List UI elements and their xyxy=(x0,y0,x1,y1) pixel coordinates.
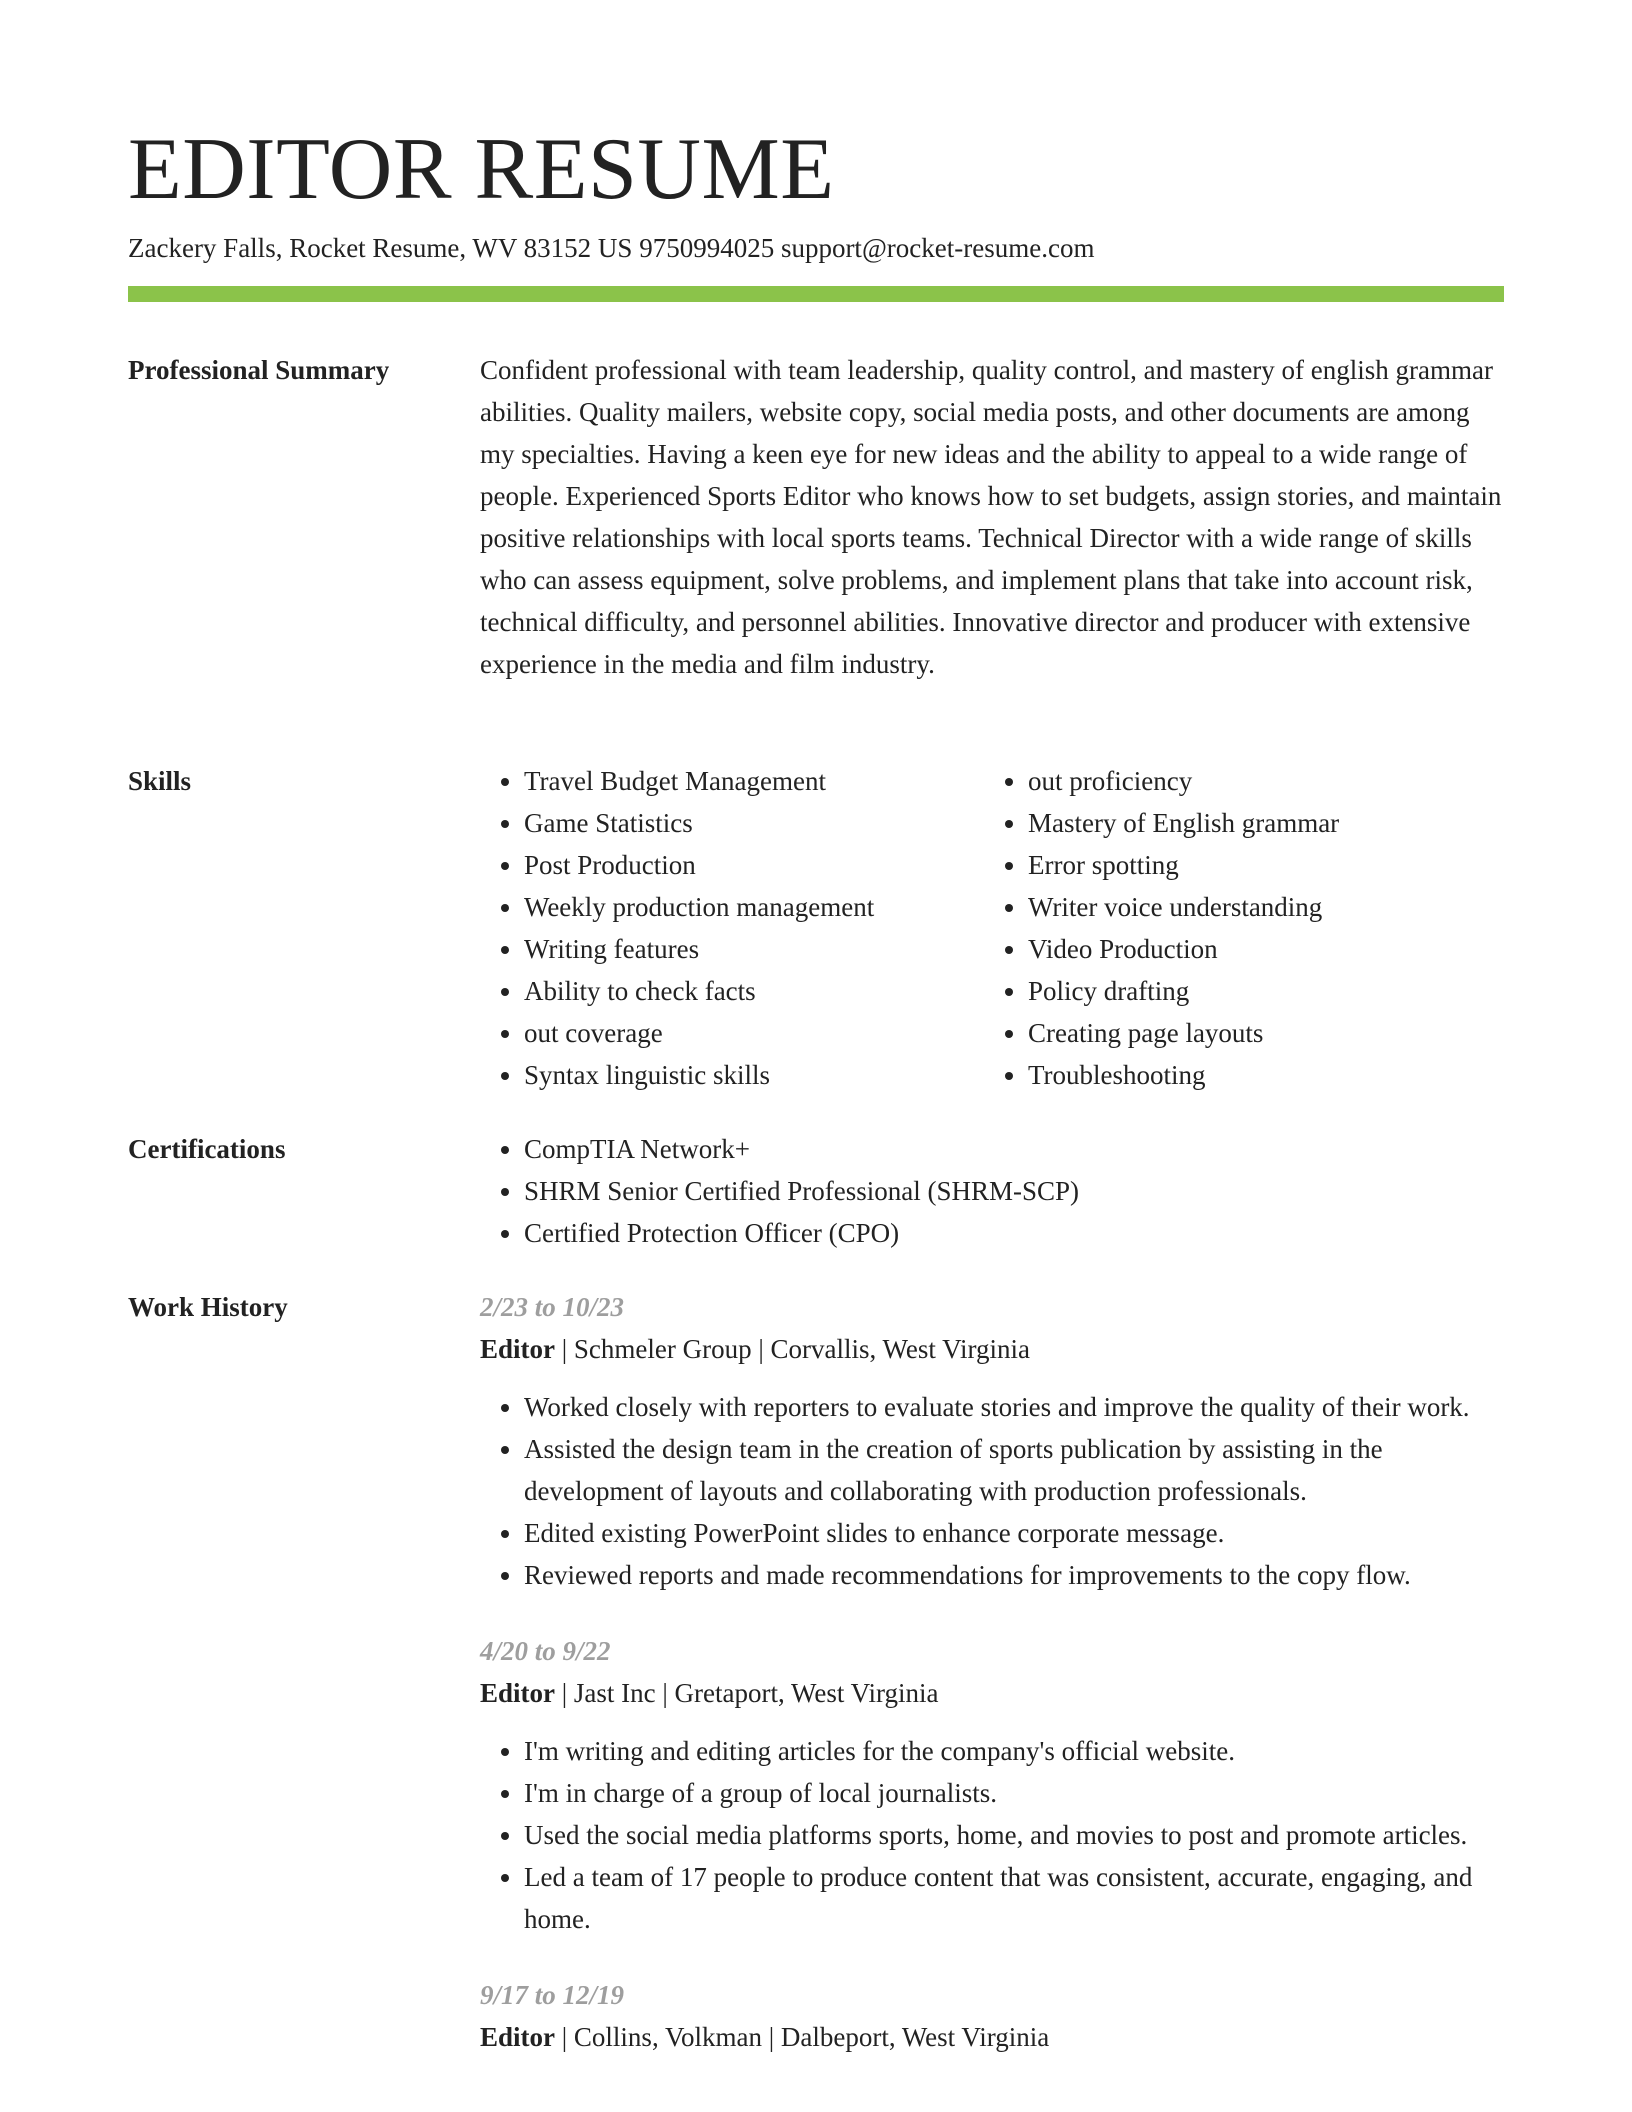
job-bullet: • Reviewed reports and made recommendations for improvements to the copy flow. xyxy=(524,1554,1504,1596)
skill-item: • Travel Budget Management xyxy=(524,760,984,802)
job-title: Editor xyxy=(480,1334,556,1364)
contact-email: support@rocket-resume.com xyxy=(780,233,1095,263)
summary-label: Professional Summary xyxy=(128,355,390,385)
skill-item: • Game Statistics xyxy=(524,802,984,844)
skill-item: • Mastery of English grammar xyxy=(1028,802,1488,844)
summary-text: Confident professional with team leadership, quality control, and mastery of english grammar abilities. Quality mailers, website copy, social media posts, and other documents are among my specialties. Having a keen eye for new ideas and the ability to appeal to a wide range of people. Experienced Sports Editor who knows how to set budgets, assign stories, and maintain positive relationships with local sports teams. Technical Director with a wide range of skills who can assess equipment, solve problems, and implement plans that take into account risk, technical difficulty, and personnel abilities. Innovative director and producer with extensive experience in the media and film industry. xyxy=(480,355,1502,679)
header-accent-bar xyxy=(128,286,1504,302)
job-heading xyxy=(480,1328,1504,1370)
skill-item: • Syntax linguistic skills xyxy=(524,1054,984,1096)
job-entry xyxy=(480,1286,1504,1596)
certification-item: • SHRM Senior Certified Professional (SHRM-SCP) xyxy=(524,1170,1504,1212)
skills-list-1 xyxy=(480,760,984,1096)
resume-title: EDITOR RESUME xyxy=(128,121,835,218)
contact-address: Zackery Falls, Rocket Resume, WV 83152 US xyxy=(128,233,633,263)
skill-item: • Ability to check facts xyxy=(524,970,984,1012)
skill-item: • Troubleshooting xyxy=(1028,1054,1488,1096)
skill-item: • Writing features xyxy=(524,928,984,970)
skills-column-2 xyxy=(984,760,1488,1096)
job-entry xyxy=(480,1974,1504,2058)
certifications-label: Certifications xyxy=(128,1134,286,1164)
certifications-section xyxy=(480,1128,1504,1254)
job-bullet: • Used the social media platforms sports, home, and movies to post and promote articles. xyxy=(524,1814,1504,1856)
skill-item: • Writer voice understanding xyxy=(1028,886,1488,928)
skill-item: • out proficiency xyxy=(1028,760,1488,802)
job-title: Editor xyxy=(480,2022,556,2052)
skills-section xyxy=(480,760,1504,1096)
job-details: | Jast Inc | Gretaport, West Virginia xyxy=(555,1678,939,1708)
job-entry xyxy=(480,1630,1504,1940)
contact-phone: 9750994025 xyxy=(639,233,775,263)
job-dates: 2/23 to 10/23 xyxy=(480,1292,625,1322)
skill-item: • Error spotting xyxy=(1028,844,1488,886)
job-bullets xyxy=(480,1386,1504,1596)
job-heading xyxy=(480,2016,1504,2058)
work-history-section xyxy=(480,1286,1504,2092)
skills-column-1 xyxy=(480,760,984,1096)
summary-section xyxy=(480,349,1504,685)
job-heading xyxy=(480,1672,1504,1714)
job-bullet: • Assisted the design team in the creation of sports publication by assisting in the development of layouts and collaborating with production professionals. xyxy=(524,1428,1504,1512)
certification-item: • Certified Protection Officer (CPO) xyxy=(524,1212,1504,1254)
skill-item: • Video Production xyxy=(1028,928,1488,970)
skill-item: • out coverage xyxy=(524,1012,984,1054)
certifications-list xyxy=(480,1128,1504,1254)
work-history-label: Work History xyxy=(128,1292,288,1322)
job-bullet: • Worked closely with reporters to evaluate stories and improve the quality of their work. xyxy=(524,1386,1504,1428)
skills-label: Skills xyxy=(128,766,192,796)
job-details: | Schmeler Group | Corvallis, West Virginia xyxy=(555,1334,1030,1364)
job-bullet: • I'm writing and editing articles for the company's official website. xyxy=(524,1730,1504,1772)
skill-item: • Policy drafting xyxy=(1028,970,1488,1012)
job-bullet: • Led a team of 17 people to produce content that was consistent, accurate, engaging, and home. xyxy=(524,1856,1504,1940)
job-details: | Collins, Volkman | Dalbeport, West Virginia xyxy=(555,2022,1050,2052)
job-bullet: • I'm in charge of a group of local journalists. xyxy=(524,1772,1504,1814)
contact-line xyxy=(128,230,1094,266)
certification-item: • CompTIA Network+ xyxy=(524,1128,1504,1170)
job-dates: 4/20 to 9/22 xyxy=(480,1636,611,1666)
skill-item: • Creating page layouts xyxy=(1028,1012,1488,1054)
skills-list-2 xyxy=(984,760,1488,1096)
job-dates: 9/17 to 12/19 xyxy=(480,1980,625,2010)
job-bullet: • Edited existing PowerPoint slides to enhance corporate message. xyxy=(524,1512,1504,1554)
skill-item: • Weekly production management xyxy=(524,886,984,928)
job-title: Editor xyxy=(480,1678,556,1708)
skill-item: • Post Production xyxy=(524,844,984,886)
job-bullets xyxy=(480,1730,1504,1940)
